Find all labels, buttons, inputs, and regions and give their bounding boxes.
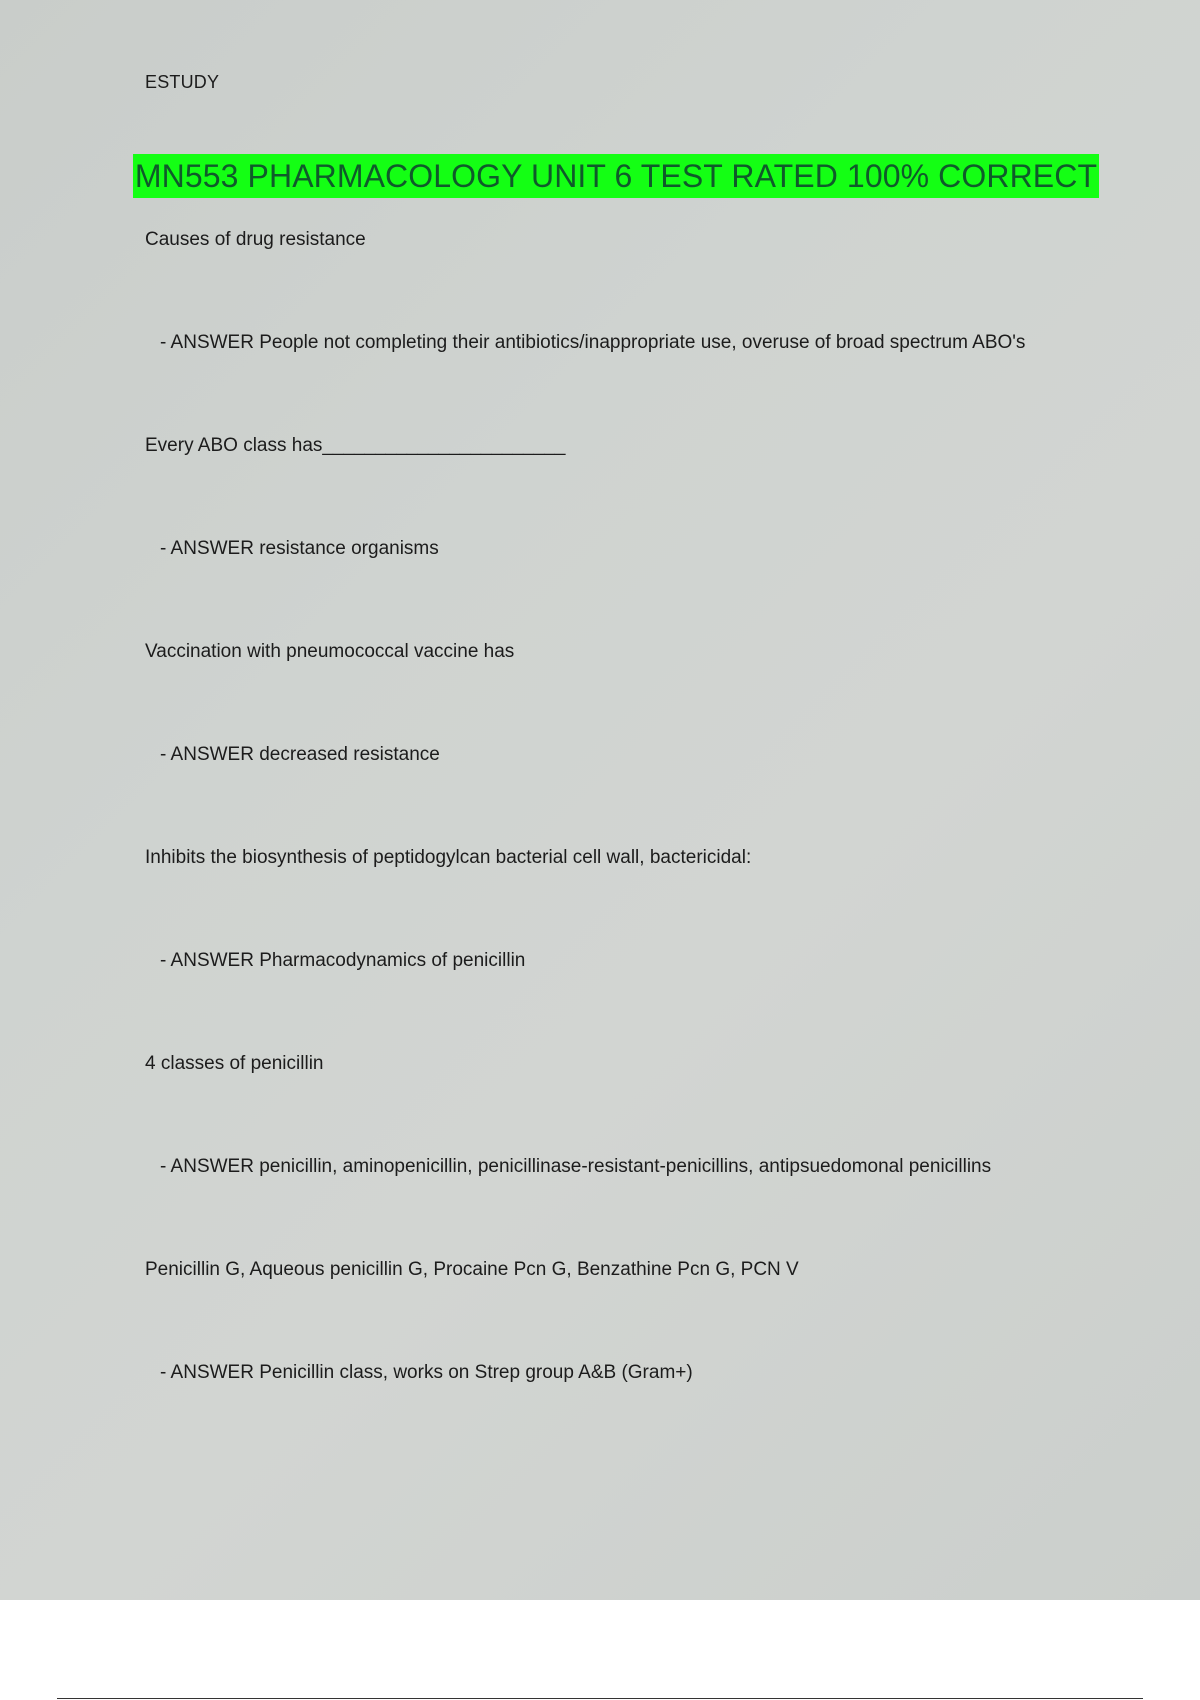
answer-text: - ANSWER Pharmacodynamics of penicillin [160, 950, 526, 971]
qa-item [145, 1255, 1065, 1461]
answer-text: - ANSWER decreased resistance [160, 744, 440, 765]
qa-item [145, 225, 1065, 431]
question-text: 4 classes of penicillin [145, 1053, 324, 1074]
answer-text: - ANSWER penicillin, aminopenicillin, penicillinase-resistant-penicillins, antipsuedomonal penicillins [160, 1156, 992, 1177]
question-text: Causes of drug resistance [145, 229, 366, 250]
footer-divider [57, 1698, 1143, 1699]
header-label: ESTUDY [145, 72, 220, 92]
qa-item [145, 1049, 1065, 1255]
qa-list [145, 225, 1065, 1461]
question-text: Penicillin G, Aqueous penicillin G, Procaine Pcn G, Benzathine Pcn G, PCN V [145, 1259, 799, 1280]
title-container [0, 154, 1200, 198]
qa-item [145, 637, 1065, 843]
answer-text: - ANSWER Penicillin class, works on Strep group A&B (Gram+) [160, 1362, 693, 1383]
qa-item [145, 843, 1065, 1049]
answer-text: - ANSWER resistance organisms [160, 538, 439, 559]
document-title: MN553 PHARMACOLOGY UNIT 6 TEST RATED 100% CORRECT [133, 154, 1099, 198]
qa-item [145, 431, 1065, 637]
question-text: Inhibits the biosynthesis of peptidogylcan bacterial cell wall, bactericidal: [145, 847, 752, 868]
question-text: Every ABO class has_______________________ [145, 435, 566, 456]
question-text: Vaccination with pneumococcal vaccine has [145, 641, 515, 662]
answer-text: - ANSWER People not completing their antibiotics/inappropriate use, overuse of broad spectrum ABO's [160, 332, 1026, 353]
